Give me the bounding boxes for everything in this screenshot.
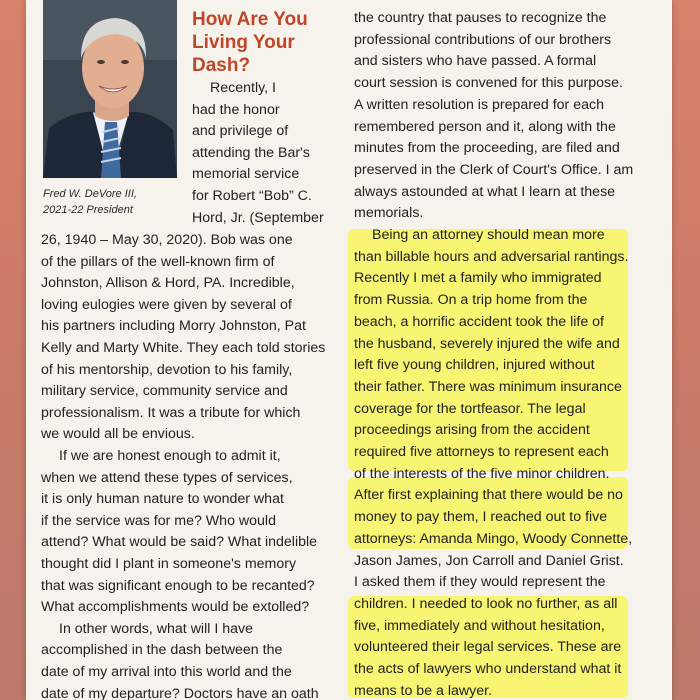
- portrait-image: [43, 0, 177, 178]
- text-line: After first explaining that there would be no: [354, 487, 623, 504]
- text-line: What accomplishments would be extolled?: [41, 599, 310, 616]
- text-line: remembered person and it, along with the: [354, 118, 616, 135]
- text-line: memorial service: [192, 166, 300, 183]
- text-line: left five young children, injured without: [354, 357, 595, 374]
- caption-line: Fred W. DeVore III,: [43, 188, 137, 200]
- text-line: means to be a lawyer.: [354, 682, 493, 699]
- text-line: money to pay them, I reached out to five: [354, 509, 608, 526]
- text-line: thought did I plant in someone's memory: [41, 556, 297, 572]
- text-line: Being an attorney should mean more: [372, 227, 605, 243]
- magazine-page: [26, 0, 672, 700]
- text-line: volunteered their legal services. These are: [354, 639, 622, 656]
- text-line: military service, community service and: [41, 383, 288, 400]
- text-line: Jason James, Jon Carroll and Daniel Grist.: [354, 552, 624, 569]
- text-line: attend? What would be said? What indelible: [41, 534, 318, 551]
- text-line: than billable hours and adversarial rantings.: [354, 248, 629, 265]
- text-line: A written resolution is prepared for each: [354, 96, 604, 113]
- text-line: of the pillars of the well-known firm of: [41, 253, 275, 270]
- text-line: that was significant enough to be recanted?: [41, 577, 315, 594]
- text-line: Kelly and Marty White. They each told stories: [41, 340, 326, 356]
- text-line: Hord, Jr. (September: [192, 209, 324, 226]
- text-line: it is only human nature to wonder what: [41, 491, 284, 508]
- text-line: for Robert “Bob” C.: [192, 188, 312, 204]
- title-line: Living Your: [192, 32, 295, 53]
- president-portrait-photo: [43, 0, 177, 178]
- text-line: of his mentorship, devotion to his family,: [41, 361, 293, 378]
- text-line: from Russia. On a trip home from the: [354, 292, 588, 309]
- text-line: and sisters who have passed. A formal: [354, 53, 597, 70]
- text-line: had the honor: [192, 101, 280, 118]
- text-line: his partners including Morry Johnston, Pat: [41, 318, 306, 335]
- text-line: when we attend these types of services,: [41, 469, 293, 486]
- text-line: Recently, I: [210, 80, 276, 96]
- text-line: I asked them if they would represent the: [354, 574, 606, 591]
- text-line: date of my departure? Doctors have an oath: [41, 685, 319, 700]
- text-line: date of my arrival into this world and the: [41, 664, 292, 680]
- text-line: coverage for the tortfeasor. The legal: [354, 400, 586, 417]
- text-line: the acts of lawyers who understand what it: [354, 661, 622, 677]
- text-line: children. I needed to look no further, as all: [354, 595, 618, 612]
- text-line: required five attorneys to represent each: [354, 444, 609, 460]
- text-line: court session is convened for this purpose.: [354, 75, 623, 92]
- caption-line: 2021-22 President: [43, 204, 133, 216]
- text-line: of the interests of the five minor children.: [354, 465, 610, 482]
- text-line: and privilege of: [192, 123, 289, 140]
- title-line: How Are You: [192, 9, 308, 30]
- text-line: five, immediately and without hesitation,: [354, 617, 605, 634]
- text-line: attending the Bar's: [192, 144, 310, 161]
- text-line: attorneys: Amanda Mingo, Woody Connette,: [354, 530, 633, 547]
- text-line: In other words, what will I have: [59, 620, 253, 637]
- text-line: minutes from the proceeding, are filed and: [354, 140, 620, 157]
- text-line: if the service was for me? Who would: [41, 512, 276, 529]
- text-line: accomplished in the dash between the: [41, 642, 283, 659]
- article-title: [192, 8, 308, 77]
- text-line: professional contributions of our brothers: [354, 31, 612, 48]
- text-line: always astounded at what I learn at these: [354, 183, 616, 200]
- text-line: their father. There was minimum insurance: [354, 378, 622, 395]
- text-line: the country that pauses to recognize the: [354, 10, 607, 26]
- text-line: Johnston, Allison & Hord, PA. Incredible,: [41, 275, 295, 292]
- text-line: beach, a horrific accident took the life of: [354, 313, 604, 330]
- text-line: we would all be envious.: [41, 426, 195, 443]
- text-line: proceedings arising from the accident: [354, 422, 590, 439]
- text-line: the husband, severely injured the wife and: [354, 335, 620, 352]
- text-line: loving eulogies were given by several of: [41, 296, 292, 313]
- text-line: memorials.: [354, 205, 424, 222]
- text-line: If we are honest enough to admit it,: [59, 448, 281, 464]
- text-line: Recently I met a family who immigrated: [354, 270, 602, 287]
- photo-caption: [43, 186, 173, 218]
- title-line: Dash?: [192, 55, 251, 76]
- text-line: professionalism. It was a tribute for which: [41, 404, 301, 421]
- text-line: 26, 1940 – May 30, 2020). Bob was one: [41, 232, 293, 248]
- text-line: preserved in the Clerk of Court's Office. I am: [354, 161, 634, 178]
